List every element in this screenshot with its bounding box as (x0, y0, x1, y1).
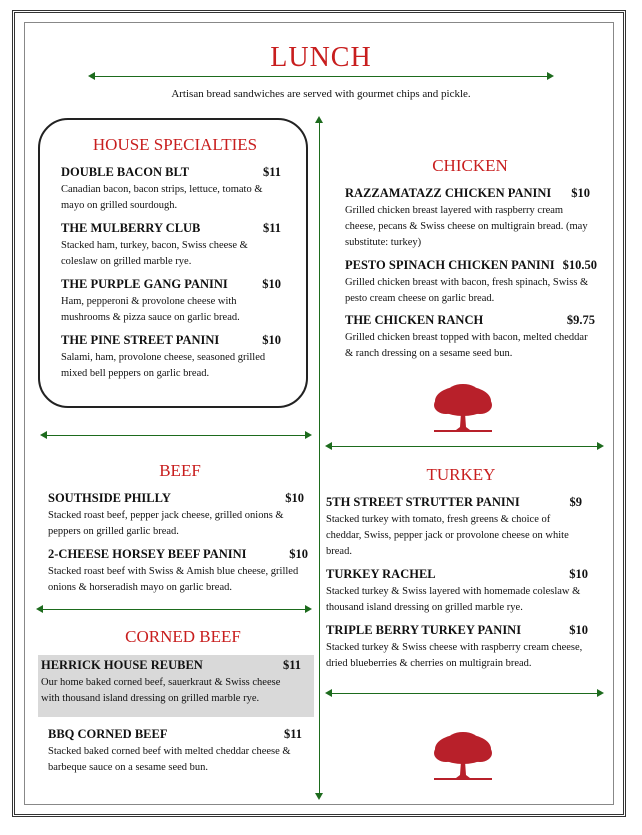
section-divider-arrow (327, 693, 602, 694)
item-description: Canadian bacon, bacon strips, lettuce, tomato & mayo on grilled sourdough. (61, 184, 263, 211)
item-name: PESTO SPINACH CHICKEN PANINI (345, 258, 555, 272)
item-price: $10 (285, 491, 304, 505)
menu-item (61, 333, 281, 382)
item-name: THE MULBERRY CLUB (61, 221, 201, 235)
item-name: 5TH STREET STRUTTER PANINI (326, 495, 520, 509)
item-price: $10 (262, 277, 281, 291)
item-description: Grilled chicken breast topped with bacon, melted cheddar & ranch dressing on a sesame seed bun. (345, 332, 588, 359)
center-divider-arrow (319, 118, 320, 798)
menu-item (326, 495, 582, 560)
beef-heading: BEEF (159, 461, 201, 480)
tree-logo-icon (430, 383, 496, 435)
item-price: $11 (262, 165, 281, 179)
item-name: THE CHICKEN RANCH (345, 313, 484, 327)
item-price: $9.75 (566, 313, 595, 327)
item-description: Salami, ham, provolone cheese, seasoned grilled mixed bell peppers on garlic bread. (61, 352, 266, 379)
tree-logo-icon (430, 731, 496, 783)
item-name: 2-CHEESE HORSEY BEEF PANINI (48, 547, 247, 561)
item-name: THE PURPLE GANG PANINI (61, 277, 228, 291)
item-name: DOUBLE BACON BLT (61, 165, 190, 179)
menu-item (61, 277, 281, 326)
item-price: $11 (262, 221, 281, 235)
item-description: Our home baked corned beef, sauerkraut & Swiss cheese with thousand island dressing on grilled marble rye. (41, 677, 281, 704)
section-divider-arrow (38, 609, 310, 610)
item-description: Grilled chicken breast layered with raspberry cream cheese, pecans & Swiss cheese on multigrain bread. (may substitute: turkey) (345, 205, 588, 248)
corned-beef-heading: CORNED BEEF (125, 627, 241, 646)
item-description: Stacked turkey & Swiss layered with homemade coleslaw & thousand island dressing on grilled marble rye. (326, 586, 581, 613)
item-price: $10.50 (562, 258, 597, 272)
item-price: $10 (289, 547, 308, 561)
menu-item (345, 186, 590, 251)
item-description: Stacked turkey & Swiss cheese with raspberry cream cheese, dried blueberries & cherries on multigrain bread. (326, 642, 583, 669)
chicken-heading: CHICKEN (432, 156, 508, 175)
menu-item (61, 165, 281, 214)
menu-item (345, 313, 595, 362)
item-price: $10 (569, 623, 588, 637)
item-description: Stacked ham, turkey, bacon, Swiss cheese & coleslaw on grilled marble rye. (61, 240, 248, 267)
item-description: Stacked roast beef, pepper jack cheese, grilled onions & peppers on grilled garlic bread. (48, 510, 284, 537)
item-description: Stacked baked corned beef with melted cheddar cheese & barbeque sauce on a sesame seed bun. (48, 746, 291, 773)
menu-item (48, 547, 308, 596)
item-price: $11 (283, 727, 302, 741)
item-price: $11 (282, 658, 301, 672)
menu-title: LUNCH (270, 42, 372, 73)
item-name: BBQ CORNED BEEF (48, 727, 168, 741)
section-divider-arrow (42, 435, 310, 436)
item-description: Stacked turkey with tomato, fresh greens & choice of cheddar, Swiss, pepper jack or provolone cheese on white bread. (326, 514, 569, 557)
menu-item (41, 658, 301, 707)
menu-subtitle: Artisan bread sandwiches are served with gourmet chips and pickle. (171, 88, 471, 100)
item-price: $9 (569, 495, 582, 509)
title-divider-arrow (90, 76, 552, 77)
house-specialties-heading: HOUSE SPECIALTIES (92, 135, 258, 154)
item-description: Stacked roast beef with Swiss & Amish blue cheese, grilled onions & horseradish mayo on garlic bread. (48, 566, 299, 593)
item-name: TURKEY RACHEL (326, 567, 436, 581)
item-description: Ham, pepperoni & provolone cheese with mushrooms & pizza sauce on garlic bread. (61, 296, 240, 323)
menu-item (48, 727, 302, 776)
item-price: $10 (571, 186, 590, 200)
item-name: HERRICK HOUSE REUBEN (41, 658, 203, 672)
item-name: THE PINE STREET PANINI (61, 333, 220, 347)
menu-item (48, 491, 304, 540)
item-description: Grilled chicken breast with bacon, fresh spinach, Swiss & pesto cream cheese on garlic bread. (345, 277, 589, 304)
menu-item (61, 221, 281, 270)
section-divider-arrow (327, 446, 602, 447)
item-name: RAZZAMATAZZ CHICKEN PANINI (345, 186, 552, 200)
item-name: SOUTHSIDE PHILLY (48, 491, 171, 505)
item-name: TRIPLE BERRY TURKEY PANINI (326, 623, 522, 637)
menu-item (345, 258, 597, 307)
menu-item (326, 567, 588, 616)
item-price: $10 (262, 333, 281, 347)
menu-item (326, 623, 588, 672)
turkey-heading: TURKEY (426, 465, 496, 484)
item-price: $10 (569, 567, 588, 581)
